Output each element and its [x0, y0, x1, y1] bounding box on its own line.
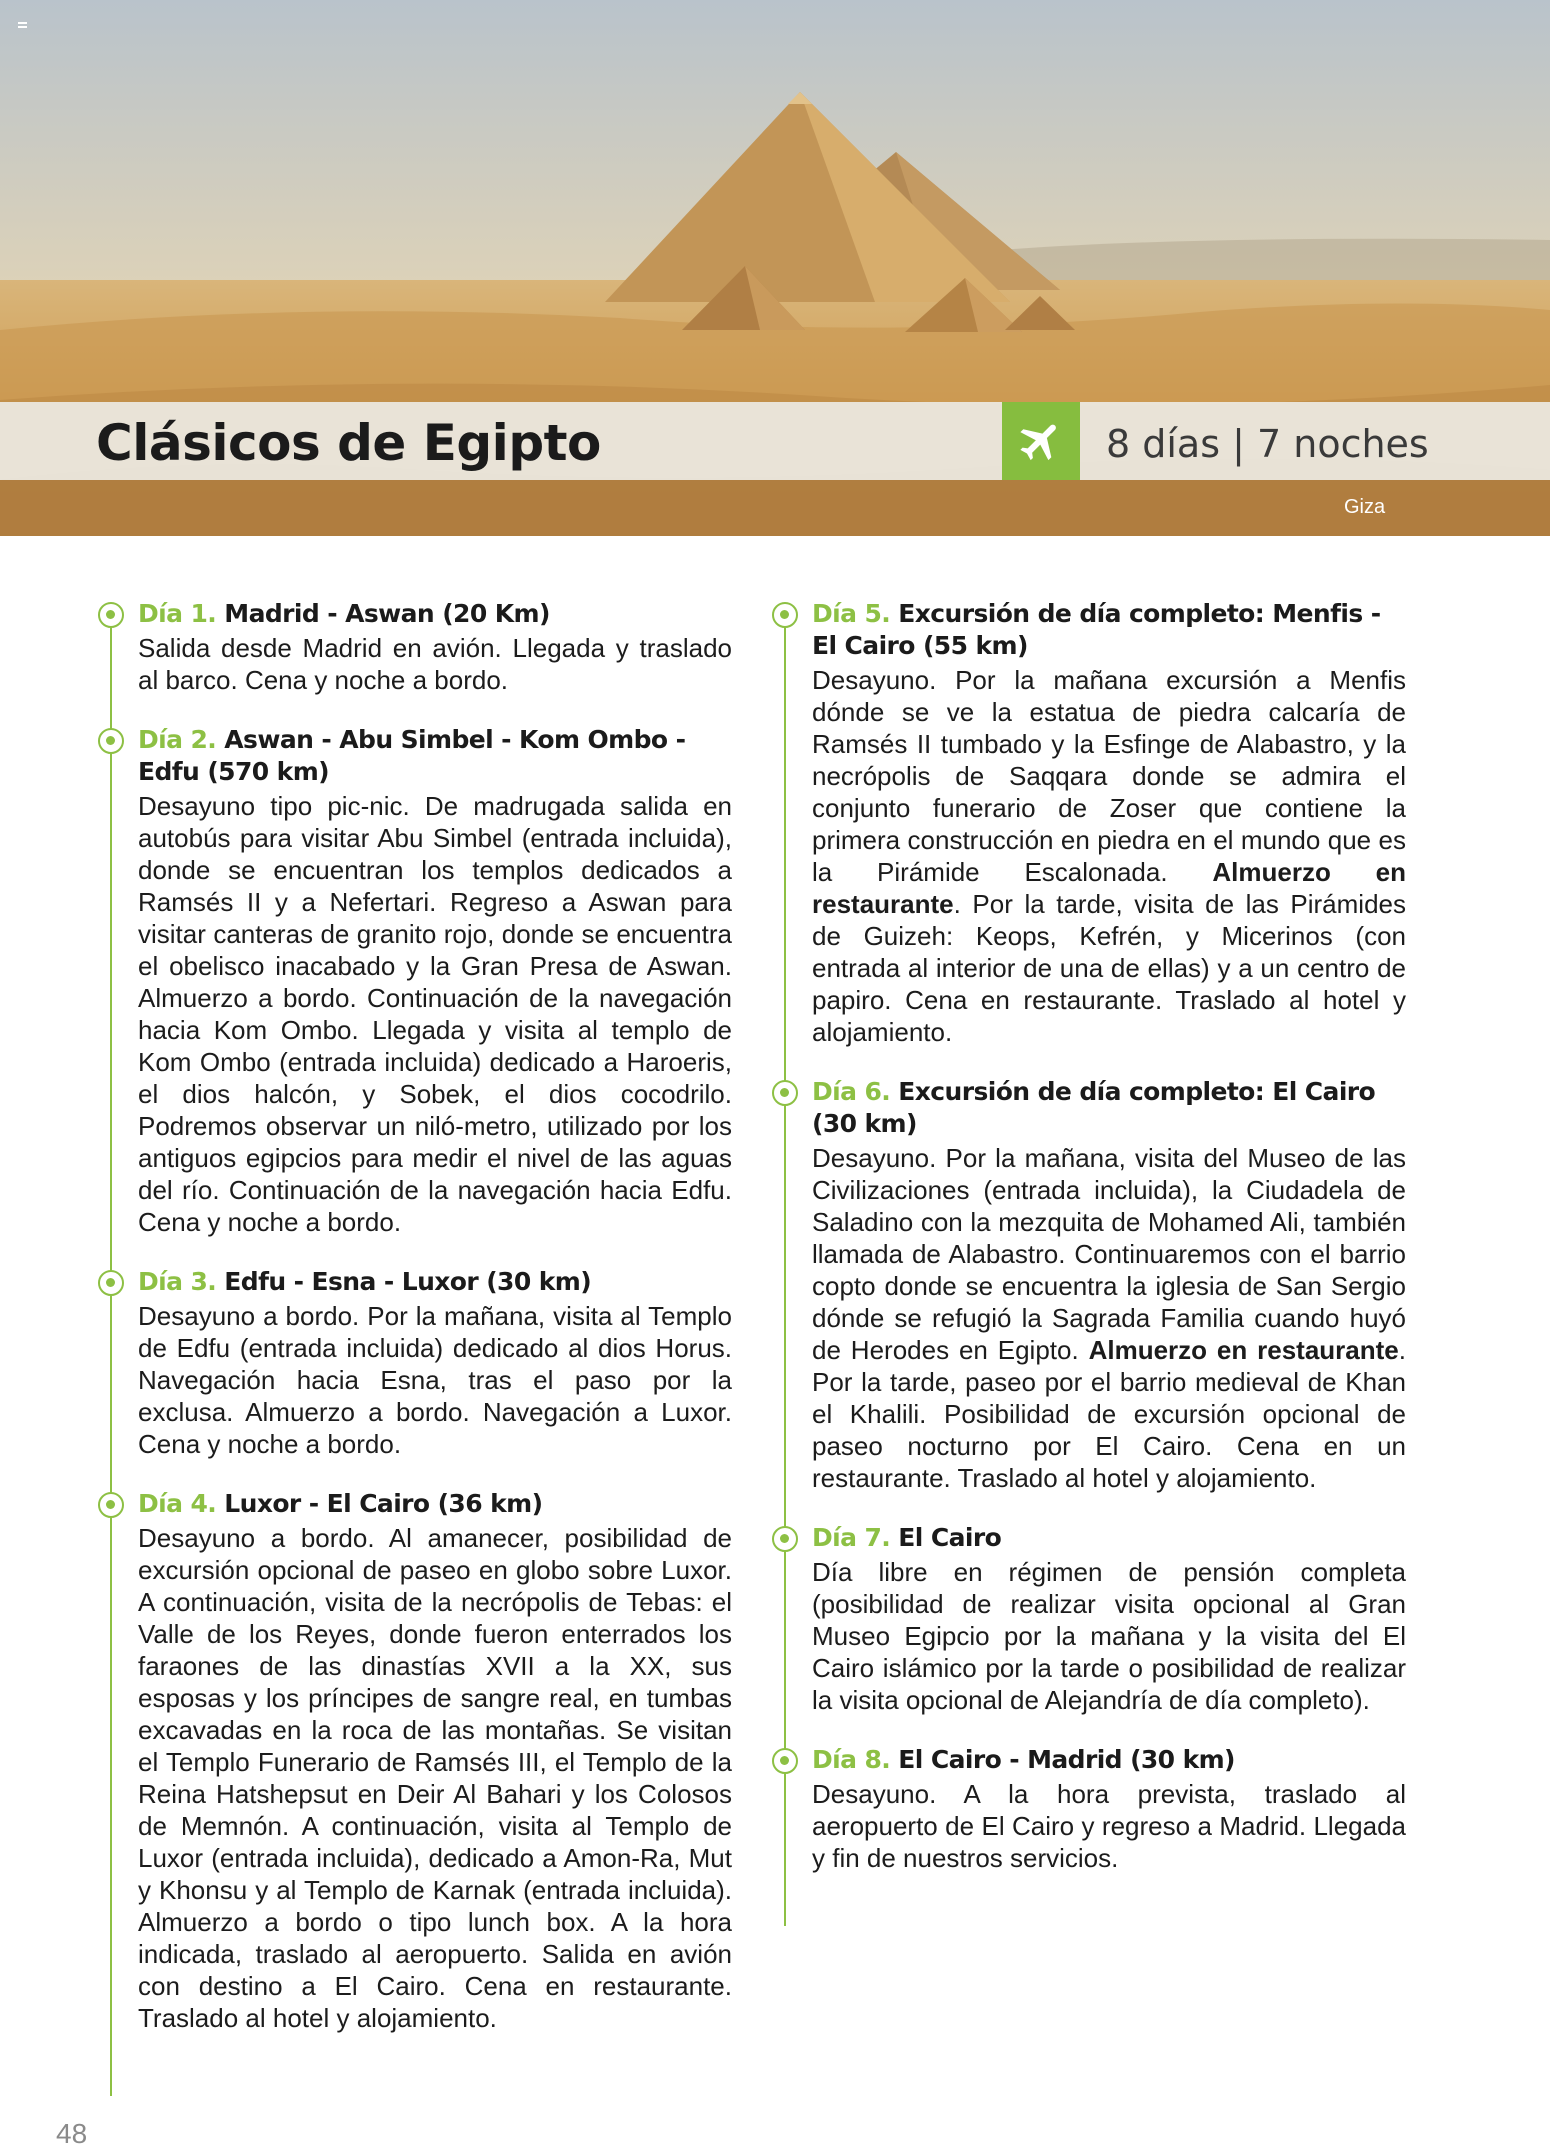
- day-description: [812, 1556, 1406, 1716]
- day-description: [138, 1522, 732, 2034]
- itinerary-day-6: [770, 1076, 1406, 1494]
- day-number: Día 5.: [812, 599, 891, 628]
- day-heading: [138, 724, 732, 788]
- day-title: Edfu - Esna - Luxor (30 km): [224, 1267, 592, 1296]
- day-title: Aswan - Abu Simbel - Kom Ombo - Edfu (570 km): [138, 725, 686, 786]
- timeline-marker-icon: [98, 728, 124, 754]
- itinerary-day-8: [770, 1744, 1406, 1874]
- day-title: El Cairo - Madrid (30 km): [898, 1745, 1235, 1774]
- highlight-text: Almuerzo en restaurante: [1088, 1335, 1399, 1365]
- day-number: Día 7.: [812, 1523, 891, 1552]
- day-title: Madrid - Aswan (20 Km): [224, 599, 550, 628]
- day-number: Día 4.: [138, 1489, 217, 1518]
- day-description: [812, 1142, 1406, 1494]
- day-title: Excursión de día completo: Menfis - El Cairo (55 km): [812, 599, 1381, 660]
- description-text: Desayuno. A la hora prevista, traslado al aeropuerto de El Cairo y regreso a Madrid. Llegada y fin de nuestros servicios.: [812, 1779, 1406, 1873]
- description-text: Desayuno. Por la mañana, visita del Museo de las Civilizaciones (entrada incluida), la Ciudadela de Saladino con la mezquita de Mohamed Ali, también llamada de Alabastro. Continuaremos con el barrio copto donde se encuentra la iglesia de San Sergio dónde se refugió la Sagrada Familia cuando huyó de Herodes en Egipto.: [812, 1143, 1406, 1365]
- day-number: Día 1.: [138, 599, 217, 628]
- itinerary-day-1: [96, 598, 732, 696]
- day-heading: [812, 1076, 1406, 1140]
- trip-duration: 8 días | 7 noches: [1106, 422, 1429, 466]
- day-heading: [812, 1744, 1406, 1776]
- timeline-marker-icon: [772, 1526, 798, 1552]
- description-text: Desayuno tipo pic-nic. De madrugada salida en autobús para visitar Abu Simbel (entrada incluida), donde se encuentran los templos dedicados a Ramsés II y a Nefertari. Regreso a Aswan para visitar canteras de granito rojo, donde se encuentra el obelisco inacabado y la Gran Presa de Aswan. Almuerzo a bordo. Continuación de la navegación hacia Kom Ombo. Llegada y visita al templo de Kom Ombo (entrada incluida) dedicado a Haroeris, el dios halcón, y Sobek, el dios cocodrilo. Podremos observar un niló-metro, utilizado por los antiguos egipcios para medir el nivel de las aguas del río. Continuación de la navegación hacia Edfu. Cena y noche a bordo.: [138, 791, 732, 1237]
- day-heading: [138, 1488, 732, 1520]
- day-heading: [138, 598, 732, 630]
- day-description: [138, 790, 732, 1238]
- description-text: Salida desde Madrid en avión. Llegada y traslado al barco. Cena y noche a bordo.: [138, 633, 732, 695]
- day-number: Día 6.: [812, 1077, 891, 1106]
- airplane-icon: [1016, 416, 1066, 466]
- corner-mark: [18, 22, 27, 28]
- day-heading: [138, 1266, 732, 1298]
- description-text: . Por la tarde, paseo por el barrio medieval de Khan el Khalili. Posibilidad de excursión opcional de paseo nocturno por El Cairo. Cena en un restaurante. Traslado al hotel y alojamiento.: [812, 1335, 1406, 1493]
- day-description: [138, 632, 732, 696]
- day-heading: [812, 598, 1406, 662]
- page-title: Clásicos de Egipto: [96, 414, 601, 472]
- timeline-marker-icon: [772, 602, 798, 628]
- itinerary-column-left: [96, 598, 732, 2096]
- itinerary-column-right: [770, 598, 1406, 1926]
- photo-caption: Giza: [1344, 496, 1386, 518]
- day-title: Excursión de día completo: El Cairo (30 km): [812, 1077, 1376, 1138]
- page-number: 48: [56, 2118, 88, 2149]
- flight-badge: [1002, 402, 1080, 480]
- timeline-marker-icon: [98, 602, 124, 628]
- day-description: [812, 664, 1406, 1048]
- description-text: Desayuno a bordo. Por la mañana, visita al Templo de Edfu (entrada incluida) dedicado al dios Horus. Navegación hacia Esna, tras el paso por la exclusa. Almuerzo a bordo. Navegación a Luxor. Cena y noche a bordo.: [138, 1301, 732, 1459]
- description-text: Desayuno a bordo. Al amanecer, posibilidad de excursión opcional de paseo en globo sobre Luxor. A continuación, visita de la necrópolis de Tebas: el Valle de los Reyes, donde fueron enterrados los faraones de las dinastías XVII a la XX, sus esposas y los príncipes de sangre real, en tumbas excavadas en la roca de las montañas. Se visitan el Templo Funerario de Ramsés III, el Templo de la Reina Hatshepsut en Deir Al Bahari y los Colosos de Memnón. A continuación, visita al Templo de Luxor (entrada incluida), dedicado a Amon-Ra, Mut y Khonsu y al Templo de Karnak (entrada incluida). Almuerzo a bordo o tipo lunch box. A la hora indicada, traslado al aeropuerto. Salida en avión con destino a El Cairo. Cena en restaurante. Traslado al hotel y alojamiento.: [138, 1523, 732, 2033]
- itinerary-day-7: [770, 1522, 1406, 1716]
- timeline-marker-icon: [98, 1492, 124, 1518]
- itinerary-day-2: [96, 724, 732, 1238]
- highlight-text: Almuerzo en restaurante: [812, 857, 1406, 919]
- day-number: Día 8.: [812, 1745, 891, 1774]
- day-number: Día 2.: [138, 725, 217, 754]
- timeline-marker-icon: [772, 1080, 798, 1106]
- day-title: El Cairo: [898, 1523, 1002, 1552]
- day-heading: [812, 1522, 1406, 1554]
- timeline-marker-icon: [772, 1748, 798, 1774]
- description-text: Día libre en régimen de pensión completa (posibilidad de realizar visita opcional al Gran Museo Egipcio por la mañana y la visita del El Cairo islámico por la tarde o posibilidad de realizar la visita opcional de Alejandría de día completo).: [812, 1557, 1406, 1715]
- day-title: Luxor - El Cairo (36 km): [224, 1489, 543, 1518]
- day-description: [812, 1778, 1406, 1874]
- timeline-marker-icon: [98, 1270, 124, 1296]
- day-number: Día 3.: [138, 1267, 217, 1296]
- description-text: . Por la tarde, visita de las Pirámides de Guizeh: Keops, Kefrén, y Micerinos (con entrada al interior de una de ellas) y a un centro de papiro. Cena en restaurante. Traslado al hotel y alojamiento.: [812, 889, 1406, 1047]
- description-text: Desayuno. Por la mañana excursión a Menfis dónde se ve la estatua de piedra calcaría de Ramsés II tumbado y la Esfinge de Alabastro, y la necrópolis de Saqqara donde se admira el conjunto funerario de Zoser que contiene la primera construcción en piedra en el mundo que es la Pirámide Escalonada.: [812, 665, 1406, 887]
- day-description: [138, 1300, 732, 1460]
- itinerary-day-3: [96, 1266, 732, 1460]
- itinerary-day-4: [96, 1488, 732, 2034]
- itinerary-day-5: [770, 598, 1406, 1048]
